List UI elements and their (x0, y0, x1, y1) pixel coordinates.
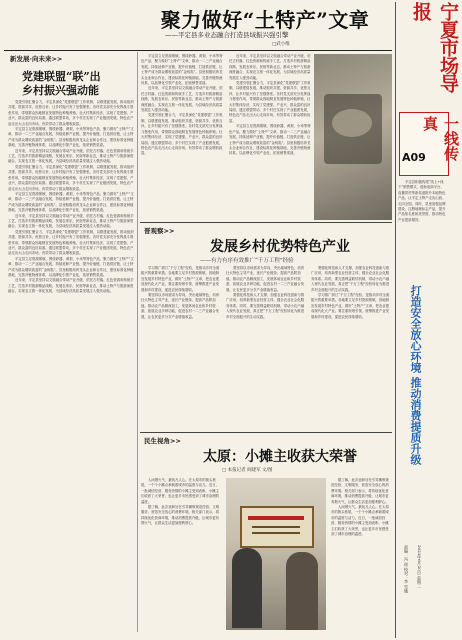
feature-headline: 发展乡村优势特色产业 (210, 239, 350, 255)
date-line: 2023年6月20日 星期二 (417, 545, 422, 589)
story2-kicker: 民生视角>> (144, 437, 181, 445)
feature-column-2: 要坚持以市场需求为导向，突出地域特色，培育壮大特色主导产业，延长产业链条，提高产品附加值。推动农产品精深加工，发展休闲农业和乡村旅游，拓展农业多种功能，促进农村一二三产业融合发展，让农民更多分享产业增值收益。 要强化科技和人才支撑，加强农业科技创新与推广应用，培育新型农业经营主体，健全农业社会化服务体系。同时，要完善利益联结机制，带动小农户融入现代农业发展，真正把“千万工程”经验转化为推进乡村全面振兴的生动实践。 (226, 266, 305, 319)
editor-line: 责编：冯 瑶 校对：李 雪娥 (404, 545, 409, 593)
story2-column-1: 人间烟火气，最抚凡人心。在太原市的街头巷尾，一个个小摊点承载着城市的温度与活力。近日，一批诚信经营、服务热情的小摊主受到表彰，小摊主们收获了大荣誉，也让更多市民感受到了城市治理的温度。 据了解，此次表彰旨在引导摊贩规范经营、文明服务，营造安全放心的消费环境。相关部门表示，将持续优化营商环境，推动消费提质升级，让城市更有烟火气，让群众生活更加便利舒心。 (141, 478, 220, 526)
feature-subhead: ——有力有序有效推广“千万工程”经验 (200, 258, 294, 264)
vertical-slogan: 打造安全放心环境 推动消费提质升级 (409, 285, 422, 465)
side-headline-1: 党建联盟“联”出 (22, 70, 101, 83)
story2-column-3: 据了解，此次表彰旨在引导摊贩规范经营、文明服务，营造安全放心的消费环境。相关部门表示，将持续优化营商环境，推动消费提质升级，让城市更有烟火气，让群众生活更加便利舒心。 人间烟火气，最抚凡人心。在太原市的街头巷尾，一个个小摊点承载着城市的温度与活力。近日，一批诚信经营、服务热情的小摊主受到表彰，小摊主们收获了大荣誉，也让更多市民感受到了城市治理的温度。 (331, 478, 389, 537)
story2-headline: 太原：小摊主收获大荣誉 (203, 449, 357, 465)
feature-column-1: 学习推广浙江“千万工程”经验，是推动乡村全面振兴的重要举措。各地要立足乡村资源禀赋，因地制宜发展乡村特色产业，做好“土特产”文章，把农业建成现代化大产业。要注重规划引领，统筹推进产业发展和乡村建设，促进农民持续增收。 要坚持以市场需求为导向，突出地域特色，培育壮大特色主导产业，延长产业链条，提高产品附加值。推动农产品精深加工，发展休闲农业和乡村旅游，拓展农业多种功能，促进农村一二三产业融合发展，让农民更多分享产业增值收益。 (141, 266, 220, 319)
lead-headline: 聚力做好“土特产”文章 (160, 8, 370, 32)
section-badge (399, 112, 460, 176)
award-plaque (240, 506, 314, 548)
feature-kicker: 晋观察>> (144, 227, 175, 235)
lead-column-3: 近年来，平定县坚持以文旅融合带动产业升级，依托古村落、红色资源和传统手工艺，打造乡村旅游精品线路，发展农家乐、民宿等新业态，推动土特产与旅游深度融合，实现农文旅一体化发展，为县域经济高质量发展注入强劲动能。 党建引领汇聚合力，平定县深化“党建联盟”工作机制，以联建促发展，推动组织共建、资源共享、优势互补，让乡村振兴有了坚强堡垒。各村党支部充分发挥战斗堡垒作用，带领群众因地制宜发展特色种植养殖，壮大村集体经济，实现了党建强、产业兴、群众富的良好局面。通过联盟带动，多个村庄实现了产业抱团发展，特色农产品走出大山走向市场，有效带动了群众增收致富。 平定县立足资源禀赋，围绕砂器、黄梨、小米等特色产品，聚力做好“土特产”文章，推动一二三产业融合发展，持续延伸产业链、提升价值链、打造供应链，让土特产成为群众增收致富的“金钥匙”。县里积极培育龙头企业和合作社，建设标准化种植基地，完善冷链物流体系，以品牌化引领产业化，拓宽销售渠道。 (229, 54, 311, 156)
masthead-logo (398, 2, 459, 98)
section-title: 一线传真 (421, 116, 460, 161)
lead-byline: □武小维 (272, 42, 290, 47)
side-headline-2: 乡村振兴强动能 (22, 84, 99, 97)
story2-photo (226, 478, 326, 630)
lead-photo (314, 54, 392, 220)
lead-subhead: ——平定县多业态融合打造县域振兴强引擎 (165, 31, 289, 39)
page-number: A09 (402, 151, 426, 164)
right-column-text: 平定县积极构建“线上+线下”销售模式，借助电商平台、直播带货等新渠道推介本地特色产品，让平定土特产走出山西、走向全国。同时，县里加强品牌建设，注册地理标志产品，提升产品知名度和美誉度，推动特色产业提质增效。 (398, 180, 446, 222)
lead-kicker: 新发展·向未来>> (10, 55, 63, 63)
lead-column-2: 平定县立足资源禀赋，围绕砂器、黄梨、小米等特色产品，聚力做好“土特产”文章，推动一二三产业融合发展，持续延伸产业链、提升价值链、打造供应链，让土特产成为群众增收致富的“金钥匙”。县里积极培育龙头企业和合作社，建设标准化种植基地，完善冷链物流体系，以品牌化引领产业化，拓宽销售渠道。 近年来，平定县坚持以文旅融合带动产业升级，依托古村落、红色资源和传统手工艺，打造乡村旅游精品线路，发展农家乐、民宿等新业态，推动土特产与旅游深度融合，实现农文旅一体化发展，为县域经济高质量发展注入强劲动能。 党建引领汇聚合力，平定县深化“党建联盟”工作机制，以联建促发展，推动组织共建、资源共享、优势互补，让乡村振兴有了坚强堡垒。各村党支部充分发挥战斗堡垒作用，带领群众因地制宜发展特色种植养殖，壮大村集体经济，实现了党建强、产业兴、群众富的良好局面。通过联盟带动，多个村庄实现了产业抱团发展，特色农产品走出大山走向市场，有效带动了群众增收致富。 (141, 54, 223, 156)
paper-title: 宁夏市场导报 (410, 2, 459, 92)
feature-column-3: 要强化科技和人才支撑，加强农业科技创新与推广应用，培育新型农业经营主体，健全农业社会化服务体系。同时，要完善利益联结机制，带动小农户融入现代农业发展，真正把“千万工程”经验转化为推进乡村全面振兴的生动实践。 学习推广浙江“千万工程”经验，是推动乡村全面振兴的重要举措。各地要立足乡村资源禀赋，因地制宜发展乡村特色产业，做好“土特产”文章，把农业建成现代化大产业。要注重规划引领，统筹推进产业发展和乡村建设，促进农民持续增收。 (311, 266, 390, 319)
story2-byline: □ 本报记者 阎建军 文/图 (222, 468, 273, 473)
lead-column-1: 党建引领汇聚合力，平定县深化“党建联盟”工作机制，以联建促发展，推动组织共建、资源共享、优势互补，让乡村振兴有了坚强堡垒。各村党支部充分发挥战斗堡垒作用，带领群众因地制宜发展特色种植养殖，壮大村集体经济，实现了党建强、产业兴、群众富的良好局面。通过联盟带动，多个村庄实现了产业抱团发展，特色农产品走出大山走向市场，有效带动了群众增收致富。 平定县立足资源禀赋，围绕砂器、黄梨、小米等特色产品，聚力做好“土特产”文章，推动一二三产业融合发展，持续延伸产业链、提升价值链、打造供应链，让土特产成为群众增收致富的“金钥匙”。县里积极培育龙头企业和合作社，建设标准化种植基地，完善冷链物流体系，以品牌化引领产业化，拓宽销售渠道。 近年来，平定县坚持以文旅融合带动产业升级，依托古村落、红色资源和传统手工艺，打造乡村旅游精品线路，发展农家乐、民宿等新业态，推动土特产与旅游深度融合，实现农文旅一体化发展，为县域经济高质量发展注入强劲动能。 党建引领汇聚合力，平定县深化“党建联盟”工作机制，以联建促发展，推动组织共建、资源共享、优势互补，让乡村振兴有了坚强堡垒。各村党支部充分发挥战斗堡垒作用，带领群众因地制宜发展特色种植养殖，壮大村集体经济，实现了党建强、产业兴、群众富的良好局面。通过联盟带动，多个村庄实现了产业抱团发展，特色农产品走出大山走向市场，有效带动了群众增收致富。 平定县立足资源禀赋，围绕砂器、黄梨、小米等特色产品，聚力做好“土特产”文章，推动一二三产业融合发展，持续延伸产业链、提升价值链、打造供应链，让土特产成为群众增收致富的“金钥匙”。县里积极培育龙头企业和合作社，建设标准化种植基地，完善冷链物流体系，以品牌化引领产业化，拓宽销售渠道。 近年来，平定县坚持以文旅融合带动产业升级，依托古村落、红色资源和传统手工艺，打造乡村旅游精品线路，发展农家乐、民宿等新业态，推动土特产与旅游深度融合，实现农文旅一体化发展，为县域经济高质量发展注入强劲动能。 党建引领汇聚合力，平定县深化“党建联盟”工作机制，以联建促发展，推动组织共建、资源共享、优势互补，让乡村振兴有了坚强堡垒。各村党支部充分发挥战斗堡垒作用，带领群众因地制宜发展特色种植养殖，壮大村集体经济，实现了党建强、产业兴、群众富的良好局面。通过联盟带动，多个村庄实现了产业抱团发展，特色农产品走出大山走向市场，有效带动了群众增收致富。 平定县立足资源禀赋，围绕砂器、黄梨、小米等特色产品，聚力做好“土特产”文章，推动一二三产业融合发展，持续延伸产业链、提升价值链、打造供应链，让土特产成为群众增收致富的“金钥匙”。县里积极培育龙头企业和合作社，建设标准化种植基地，完善冷链物流体系，以品牌化引领产业化，拓宽销售渠道。 近年来，平定县坚持以文旅融合带动产业升级，依托古村落、红色资源和传统手工艺，打造乡村旅游精品线路，发展农家乐、民宿等新业态，推动土特产与旅游深度融合，实现农文旅一体化发展，为县域经济高质量发展注入强劲动能。 (8, 100, 134, 294)
